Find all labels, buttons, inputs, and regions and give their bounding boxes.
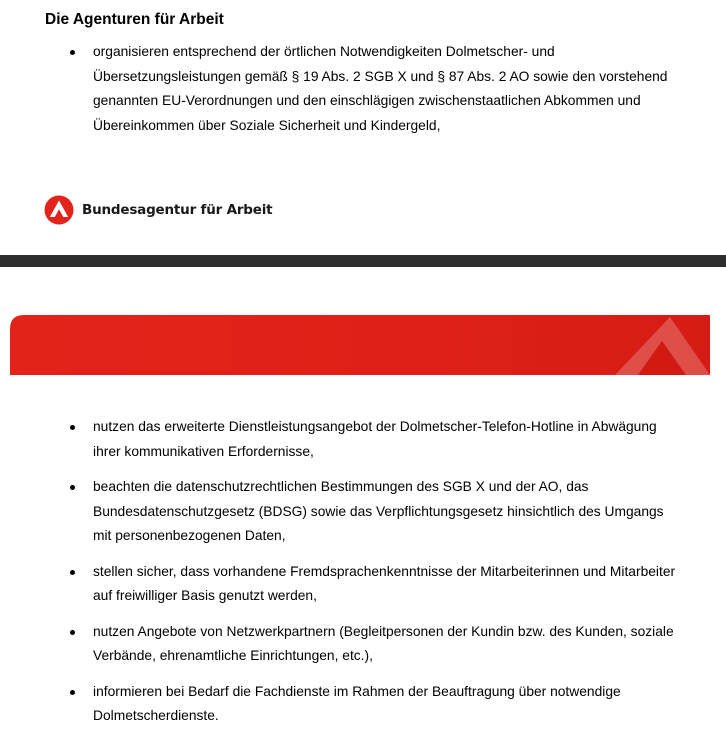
logo-text: Bundesagentur für Arbeit bbox=[82, 202, 273, 218]
bullet-icon bbox=[70, 570, 75, 575]
list-item bbox=[45, 475, 685, 549]
bullet-icon bbox=[70, 485, 75, 490]
list-item-text: beachten die datenschutzrechtlichen Bestimmungen des SGB X und der AO, das Bundesdatenschutzgesetz (BDSG) sowie das Verpflichtungsgesetz hinsichtlich des Umgangs mit personenbezogenen Daten, bbox=[93, 479, 664, 543]
header-banner bbox=[10, 315, 710, 375]
bullet-icon bbox=[70, 690, 75, 695]
list-item bbox=[45, 620, 685, 669]
bullet-icon bbox=[70, 630, 75, 635]
list-item-text: informieren bei Bedarf die Fachdienste im Rahmen der Beauftragung über notwendige Dolmetscherdienste. bbox=[93, 683, 621, 723]
document-page-1 bbox=[0, 0, 726, 255]
bullet-icon bbox=[70, 425, 75, 430]
list-item bbox=[45, 560, 685, 609]
list-item-text: organisieren entsprechend der örtlichen Notwendigkeiten Dolmetscher- und Übersetzungsleistungen gemäß § 19 Abs. 2 SGB X und § 87 Abs. 2 AO sowie den vorstehend genannten EU-Verordnungen und den einschlägigen zwischenstaatlichen Abkommen und Übereinkommen über Soziale Sicherheit und Kindergeld, bbox=[93, 44, 668, 133]
ba-logo-icon bbox=[44, 195, 74, 225]
bullet-list-1 bbox=[45, 40, 685, 138]
list-item-text: stellen sicher, dass vorhandene Fremdsprachenkenntnisse der Mitarbeiterinnen und Mitarbeiter auf freiwilliger Basis genutzt werden, bbox=[93, 563, 676, 603]
footer-logo bbox=[44, 195, 272, 225]
bullet-icon bbox=[70, 50, 75, 55]
list-item bbox=[45, 680, 685, 729]
section-heading: Die Agenturen für Arbeit bbox=[45, 11, 224, 28]
list-item bbox=[45, 40, 685, 138]
bullet-list-2 bbox=[45, 415, 685, 740]
list-item bbox=[45, 415, 685, 464]
list-item-text: nutzen das erweiterte Dienstleistungsangebot der Dolmetscher-Telefon-Hotline in Abwägung ihrer kommunikativen Erfordernisse, bbox=[93, 419, 657, 459]
page-divider bbox=[0, 255, 726, 267]
list-item-text: nutzen Angebote von Netzwerkpartnern (Begleitpersonen der Kundin bzw. des Kunden, soziale Verbände, ehrenamtliche Einrichtungen, etc.), bbox=[93, 623, 674, 663]
